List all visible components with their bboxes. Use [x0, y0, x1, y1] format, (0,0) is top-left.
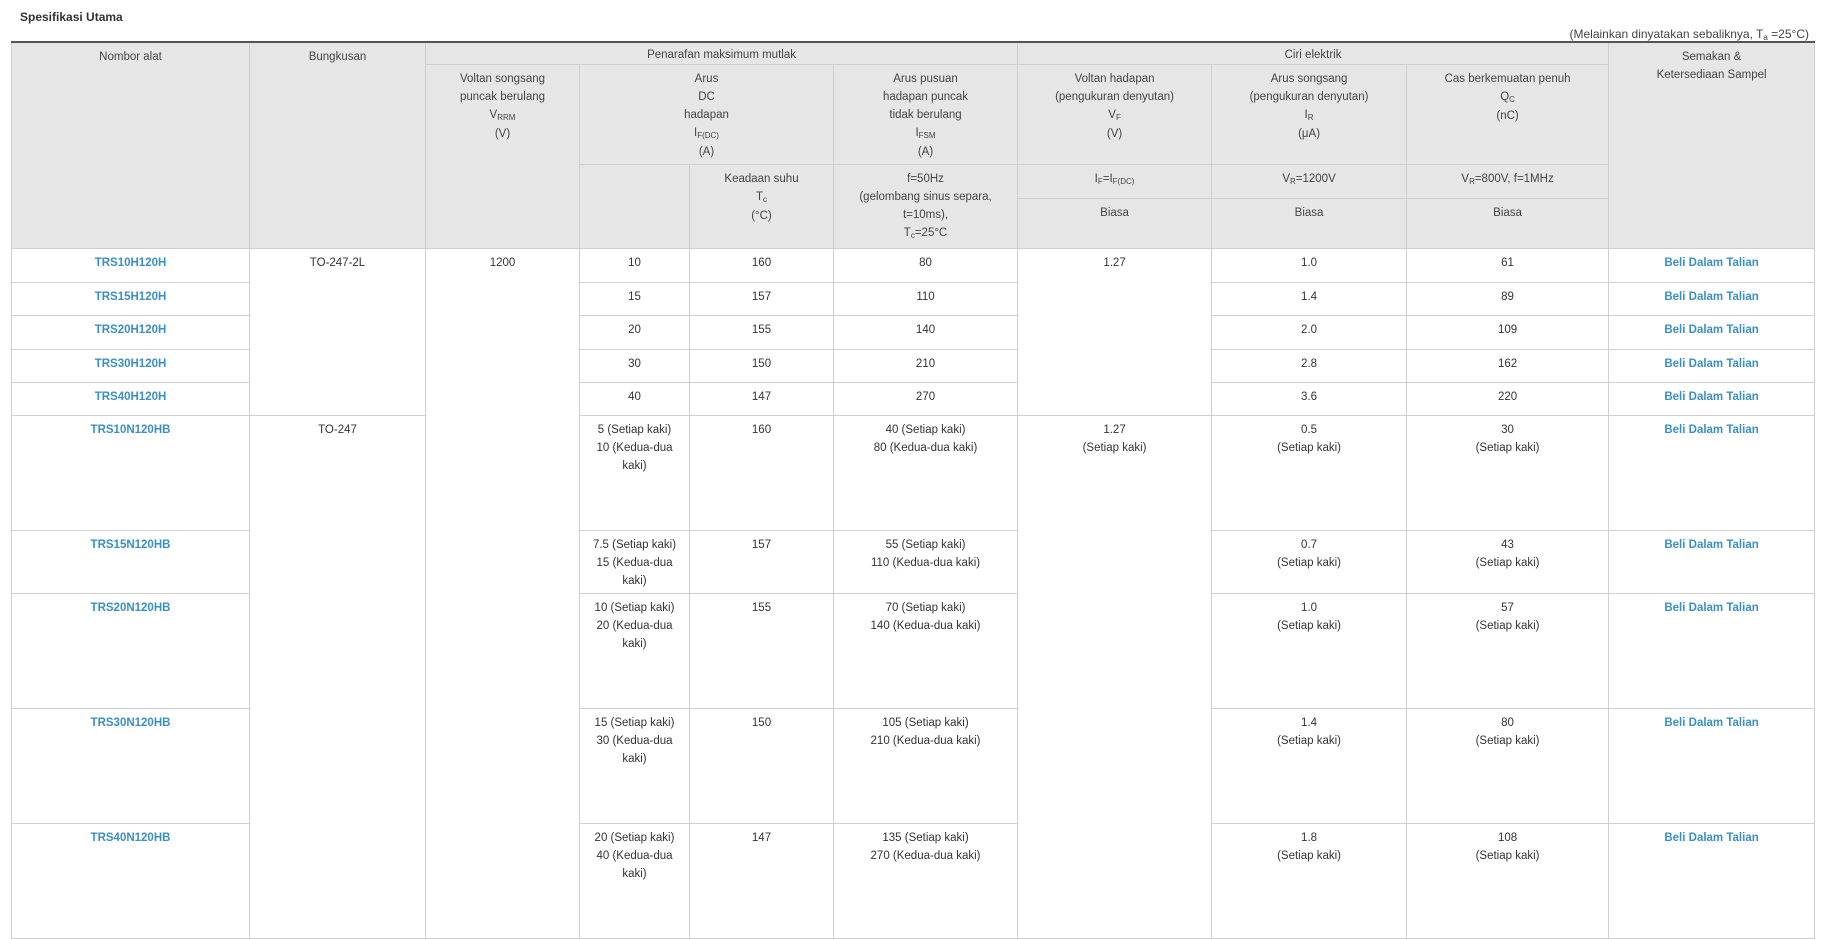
header-tc [690, 165, 834, 249]
ifsm-l1: 70 (Setiap kaki) [885, 602, 966, 614]
if-l1: 20 (Setiap kaki) [594, 832, 675, 844]
table-row [12, 249, 1815, 283]
header-ir [1212, 65, 1407, 165]
part-number-link[interactable] [12, 283, 250, 316]
vrrm-sym-main: V [489, 109, 498, 121]
buy-online-link[interactable]: Beli Dalam Talian [1664, 717, 1759, 729]
buy-online-link[interactable]: Beli Dalam Talian [1664, 324, 1759, 336]
ifsm-sym [838, 124, 1013, 143]
buy-cell [1609, 594, 1815, 709]
if-cell: 15 [580, 283, 690, 316]
buy-online-link[interactable]: Beli Dalam Talian [1664, 358, 1759, 370]
ifsm-cond-l3: t=10ms), [902, 209, 949, 221]
vf-cell [1018, 416, 1212, 939]
ir-l2: (Setiap kaki) [1277, 442, 1341, 454]
ifsm-cell: 140 [834, 316, 1018, 350]
header-qc-typ: Biasa [1407, 199, 1609, 249]
tc-cell: 157 [690, 283, 834, 316]
buy-cell [1609, 283, 1815, 316]
tc-cell: 147 [690, 824, 834, 939]
tc-cell: 157 [690, 531, 834, 594]
ifsm-l2: hadapan puncak [882, 91, 969, 103]
note-prefix: (Melainkan dinyatakan sebaliknya, T [1569, 27, 1764, 41]
ir-cell: 1.4 [1212, 283, 1407, 316]
buy-online-link[interactable]: Beli Dalam Talian [1664, 257, 1759, 269]
if-cell [580, 824, 690, 939]
header-check-l2: Ketersediaan Sampel [1656, 69, 1767, 81]
ir-l1: 1.8 [1301, 832, 1318, 844]
ifsm-cell [834, 594, 1018, 709]
part-number-link[interactable] [12, 249, 250, 283]
spec-table [11, 41, 1815, 939]
ir-cond-tail: =1200V [1295, 173, 1336, 185]
buy-online-link[interactable]: Beli Dalam Talian [1664, 391, 1759, 403]
ifsm-l2: 110 (Kedua-dua kaki) [870, 557, 981, 569]
ifsm-cell [834, 709, 1018, 824]
vf-unit: (V) [1106, 128, 1123, 140]
ifdc-l1: Arus [694, 73, 719, 85]
if-l3: kaki) [622, 868, 647, 880]
header-ifdc [580, 65, 834, 165]
ir-l2: (Setiap kaki) [1277, 850, 1341, 862]
buy-cell [1609, 709, 1815, 824]
tc-unit: (°C) [751, 210, 772, 222]
vrrm-sym [430, 106, 575, 125]
ir-l2: (pengukuran denyutan) [1249, 91, 1369, 103]
part-link[interactable]: TRS15N120HB [90, 539, 171, 551]
ifsm-cond-l1: f=50Hz [907, 173, 944, 185]
header-ifdc-blank [580, 165, 690, 249]
vrrm-unit: (V) [494, 128, 511, 140]
ir-sym-sub: R [1307, 113, 1314, 122]
header-ir-cond [1212, 165, 1407, 199]
header-qc-cond [1407, 165, 1609, 199]
if-cell: 30 [580, 350, 690, 383]
ifdc-sym-main: I [694, 127, 698, 139]
ifsm-l3: tidak berulang [889, 109, 962, 121]
qc-cell: 162 [1407, 350, 1609, 383]
if-cell [580, 416, 690, 531]
qc-l2: (Setiap kaki) [1475, 620, 1540, 632]
page-title: Spesifikasi Utama [20, 10, 123, 24]
vf-sym-sub: F [1115, 113, 1121, 122]
qc-cell: 89 [1407, 283, 1609, 316]
qc-cell: 220 [1407, 383, 1609, 416]
qc-l2: (Setiap kaki) [1475, 557, 1540, 569]
ifsm-cell: 270 [834, 383, 1018, 416]
header-check [1609, 42, 1815, 249]
tc-cell: 155 [690, 594, 834, 709]
buy-online-link[interactable]: Beli Dalam Talian [1664, 602, 1759, 614]
vf-cond-b-sub: F(DC) [1112, 177, 1135, 186]
qc-cond-tail: =800V, f=1MHz [1474, 173, 1554, 185]
tc-cell: 150 [690, 350, 834, 383]
tc-cell: 160 [690, 416, 834, 531]
if-l3: kaki) [622, 753, 647, 765]
if-l2: 10 (Kedua-dua [596, 442, 673, 454]
if-l1: 7.5 (Setiap kaki) [592, 539, 677, 551]
part-link[interactable]: TRS10H120H [94, 257, 167, 269]
qc-sym-sub: C [1509, 95, 1515, 104]
qc-cell [1407, 709, 1609, 824]
ir-sym [1216, 106, 1402, 125]
ifsm-cell [834, 531, 1018, 594]
tc-cell: 155 [690, 316, 834, 350]
qc-cell: 109 [1407, 316, 1609, 350]
qc-cond-sub: R [1469, 177, 1475, 186]
buy-online-link[interactable]: Beli Dalam Talian [1664, 539, 1759, 551]
ir-cell: 3.6 [1212, 383, 1407, 416]
tc-sym-sub: c [763, 195, 768, 204]
part-link[interactable]: TRS30H120H [94, 358, 167, 370]
part-number-link[interactable] [12, 594, 250, 709]
qc-cell [1407, 824, 1609, 939]
qc-cell [1407, 594, 1609, 709]
header-vf [1018, 65, 1212, 165]
qc-l1: 80 [1501, 717, 1514, 729]
if-cell [580, 531, 690, 594]
ifsm-sym-main: I [915, 127, 919, 139]
qc-l2: (Setiap kaki) [1475, 442, 1540, 454]
if-l3: kaki) [622, 460, 647, 472]
ifsm-l1: 40 (Setiap kaki) [885, 424, 966, 436]
ifsm-l1: Arus pusuan [893, 73, 958, 85]
ir-cell: 2.0 [1212, 316, 1407, 350]
if-cell: 20 [580, 316, 690, 350]
buy-online-link[interactable]: Beli Dalam Talian [1664, 424, 1759, 436]
buy-cell [1609, 249, 1815, 283]
ir-cell [1212, 824, 1407, 939]
header-ir-typ: Biasa [1212, 199, 1407, 249]
tc-sym-main: T [755, 191, 764, 203]
vf-cell: 1.27 [1018, 249, 1212, 416]
if-l2: 20 (Kedua-dua [596, 620, 673, 632]
ifsm-l2: 80 (Kedua-dua kaki) [873, 442, 978, 454]
qc-l1: Cas berkemuatan penuh [1444, 73, 1571, 85]
vrrm-l2: puncak berulang [459, 91, 546, 103]
if-cell: 10 [580, 249, 690, 283]
vf-cond-b: =I [1102, 173, 1113, 185]
ifsm-l2: 210 (Kedua-dua kaki) [870, 735, 981, 747]
ifsm-unit: (A) [917, 146, 934, 158]
ifsm-cell: 210 [834, 350, 1018, 383]
tc-cell: 160 [690, 249, 834, 283]
buy-cell [1609, 531, 1815, 594]
header-abs-max: Penarafan maksimum mutlak [426, 42, 1018, 65]
package-cell: TO-247 [250, 416, 426, 939]
buy-cell [1609, 316, 1815, 350]
ir-cond-sub: R [1290, 177, 1296, 186]
ir-l1: 0.7 [1301, 539, 1318, 551]
if-cell: 40 [580, 383, 690, 416]
vrrm-cell: 1200 [426, 249, 580, 939]
conditions-note [1570, 27, 1810, 41]
ir-unit: (μA) [1298, 128, 1321, 140]
part-link[interactable]: TRS40H120H [94, 391, 167, 403]
ifsm-l1: 55 (Setiap kaki) [885, 539, 966, 551]
ifdc-l3: hadapan [684, 109, 729, 121]
vrrm-l1: Voltan songsang [459, 73, 546, 85]
header-ifsm [834, 65, 1018, 165]
ir-sym-main: I [1304, 109, 1308, 121]
part-number-link[interactable] [12, 383, 250, 416]
ifsm-cond-l4 [838, 224, 1013, 243]
header-vf-cond [1018, 165, 1212, 199]
header-qc [1407, 65, 1609, 165]
part-number-link[interactable] [12, 709, 250, 824]
vf-l2: (Setiap kaki) [1082, 442, 1147, 454]
if-l3: kaki) [622, 575, 647, 587]
ifsm-sym-sub: FSM [918, 131, 936, 140]
buy-cell [1609, 824, 1815, 939]
header-ifsm-cond [834, 165, 1018, 249]
ir-cell [1212, 531, 1407, 594]
part-number-link[interactable] [12, 316, 250, 350]
part-link[interactable]: TRS30N120HB [90, 717, 171, 729]
vf-l1: Voltan hadapan [1074, 73, 1155, 85]
ifsm-l1: 135 (Setiap kaki) [882, 832, 969, 844]
ifdc-l2: DC [698, 91, 715, 103]
qc-cell: 61 [1407, 249, 1609, 283]
if-l1: 15 (Setiap kaki) [594, 717, 675, 729]
part-link[interactable]: TRS15H120H [94, 291, 167, 303]
part-link[interactable]: TRS40N120HB [90, 832, 171, 844]
qc-l1: 30 [1501, 424, 1514, 436]
ifsm-l2: 140 (Kedua-dua kaki) [870, 620, 981, 632]
tc-cell: 150 [690, 709, 834, 824]
part-number-link[interactable] [12, 531, 250, 594]
ir-cell: 1.0 [1212, 249, 1407, 283]
vf-cond-a: I [1094, 173, 1098, 185]
if-cell [580, 709, 690, 824]
header-check-l1: Semakan & [1681, 51, 1742, 63]
qc-l2: (Setiap kaki) [1475, 850, 1540, 862]
header-device: Nombor alat [12, 42, 250, 249]
vf-l2: (pengukuran denyutan) [1055, 91, 1174, 103]
vf-sym-main: V [1108, 109, 1116, 121]
table-row [12, 416, 1815, 531]
ir-cond-sym: V [1282, 173, 1290, 185]
ir-cell [1212, 416, 1407, 531]
package-cell: TO-247-2L [250, 249, 426, 416]
header-vf-typ: Biasa [1018, 199, 1212, 249]
header-package: Bungkusan [250, 42, 426, 249]
part-link[interactable]: TRS20N120HB [90, 602, 171, 614]
ifsm-cond-sym: T [903, 227, 911, 239]
header-vrrm [426, 65, 580, 249]
qc-l1: 108 [1497, 832, 1518, 844]
ifsm-cell [834, 416, 1018, 531]
ir-cell [1212, 594, 1407, 709]
tc-sym [694, 188, 829, 207]
qc-cond-sym: V [1461, 173, 1470, 185]
ir-l2: (Setiap kaki) [1277, 620, 1341, 632]
ifsm-l1: 105 (Setiap kaki) [882, 717, 969, 729]
part-number-link[interactable] [12, 416, 250, 531]
if-l2: 30 (Kedua-dua [596, 735, 673, 747]
part-number-link[interactable] [12, 350, 250, 383]
tc-cell: 147 [690, 383, 834, 416]
ifsm-cond-sub: c [910, 231, 915, 240]
ifsm-cond-tail: =25°C [914, 227, 948, 239]
if-cell [580, 594, 690, 709]
note-suffix: =25°C) [1767, 27, 1809, 41]
qc-l1: 43 [1501, 539, 1514, 551]
if-l2: 15 (Kedua-dua [596, 557, 673, 569]
vf-l1: 1.27 [1103, 424, 1126, 436]
part-link[interactable]: TRS20H120H [94, 324, 167, 336]
buy-cell [1609, 350, 1815, 383]
part-link[interactable]: TRS10N120HB [90, 424, 171, 436]
qc-unit: (nC) [1496, 110, 1519, 122]
ifsm-l2: 270 (Kedua-dua kaki) [870, 850, 981, 862]
ir-l1: 1.0 [1301, 602, 1318, 614]
qc-l1: 57 [1501, 602, 1514, 614]
ir-l2: (Setiap kaki) [1277, 557, 1341, 569]
buy-cell [1609, 416, 1815, 531]
ir-l1: 0.5 [1301, 424, 1318, 436]
ifsm-cell: 80 [834, 249, 1018, 283]
qc-sym-main: Q [1500, 91, 1510, 103]
ir-l1: 1.4 [1301, 717, 1318, 729]
buy-online-link[interactable]: Beli Dalam Talian [1664, 291, 1759, 303]
if-l2: 40 (Kedua-dua [596, 850, 673, 862]
part-number-link[interactable] [12, 824, 250, 939]
note-sub: a [1763, 33, 1768, 42]
if-l1: 10 (Setiap kaki) [594, 602, 675, 614]
ir-l2: (Setiap kaki) [1277, 735, 1341, 747]
ir-l1: Arus songsang [1270, 73, 1348, 85]
if-l3: kaki) [622, 638, 647, 650]
ifsm-cell [834, 824, 1018, 939]
ifdc-sym [584, 124, 829, 143]
tc-l1: Keadaan suhu [724, 173, 799, 185]
ifsm-cell: 110 [834, 283, 1018, 316]
if-l1: 5 (Setiap kaki) [597, 424, 672, 436]
qc-cell [1407, 416, 1609, 531]
qc-l2: (Setiap kaki) [1475, 735, 1540, 747]
ifsm-cond-l2: (gelombang sinus separa, [859, 191, 992, 203]
vf-cond-a-sub: F [1097, 177, 1103, 186]
vf-sym [1022, 106, 1207, 125]
vrrm-sym-sub: RRM [497, 113, 516, 122]
buy-online-link[interactable]: Beli Dalam Talian [1664, 832, 1759, 844]
header-elec: Ciri elektrik [1018, 42, 1609, 65]
ifdc-sym-sub: F(DC) [697, 131, 719, 140]
qc-sym [1411, 88, 1604, 107]
ir-cell: 2.8 [1212, 350, 1407, 383]
qc-cell [1407, 531, 1609, 594]
ifdc-unit: (A) [698, 146, 715, 158]
buy-cell [1609, 383, 1815, 416]
ir-cell [1212, 709, 1407, 824]
